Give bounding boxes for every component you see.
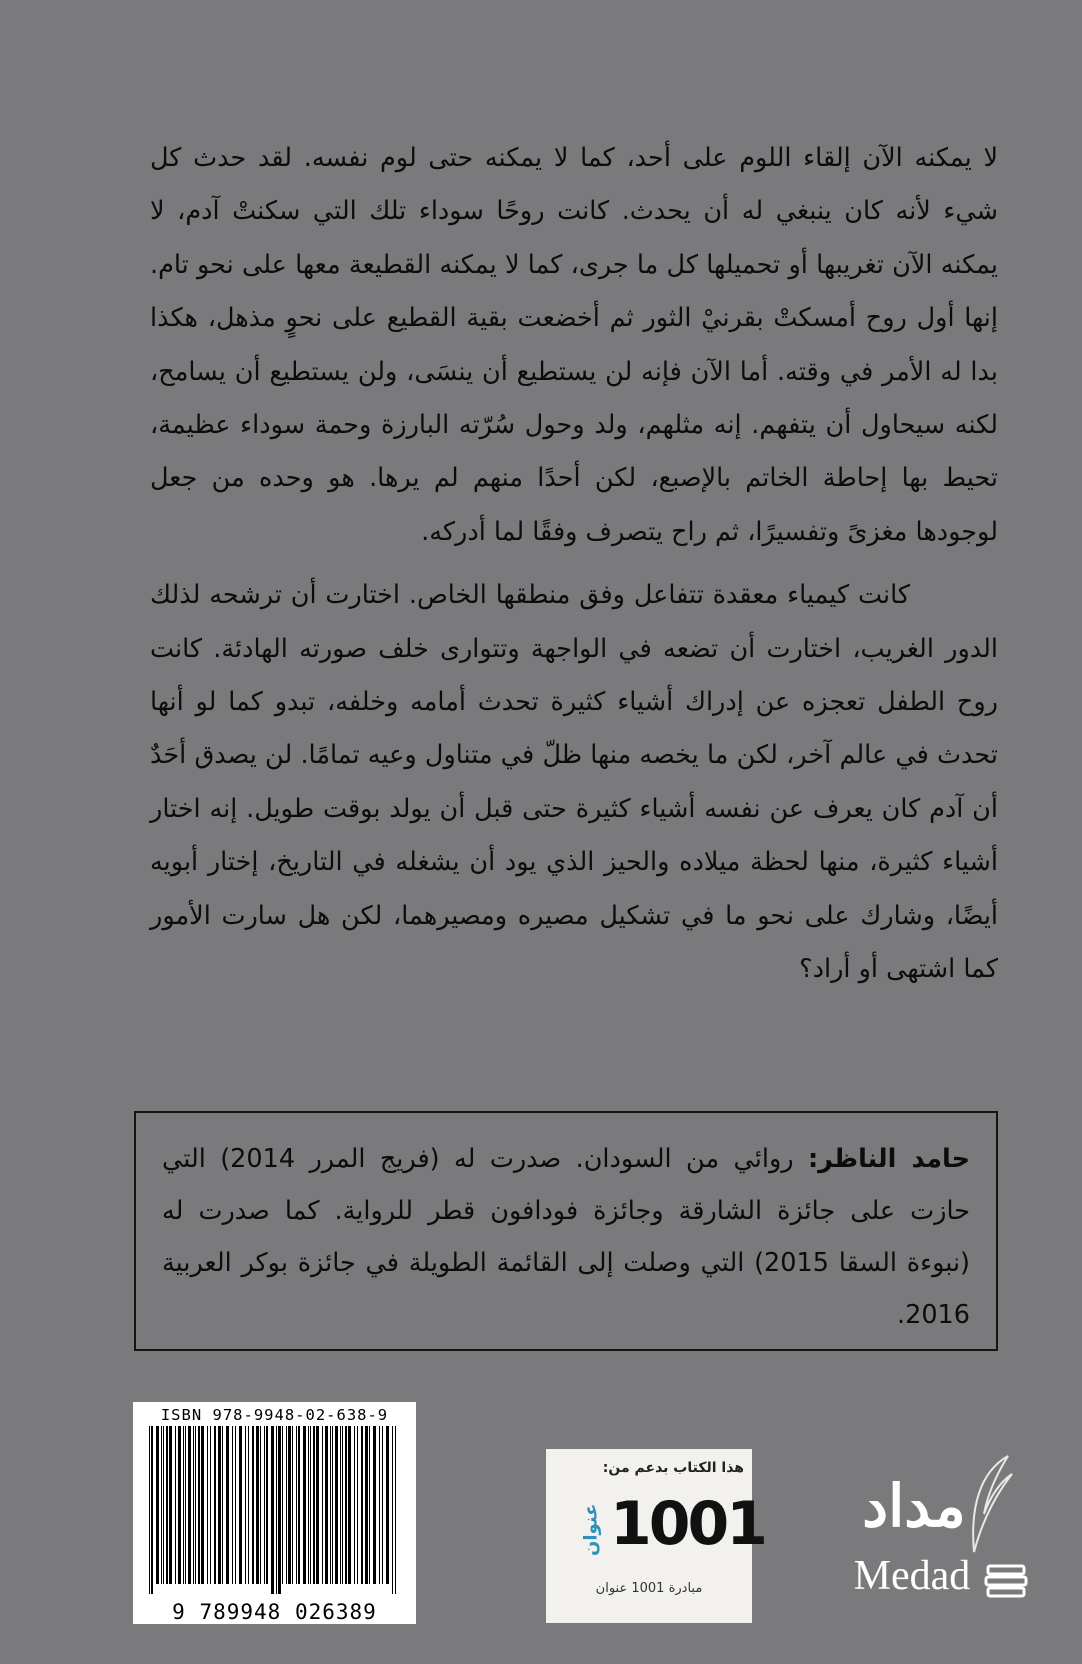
barcode-bar	[373, 1426, 376, 1584]
barcode-bar	[298, 1426, 300, 1584]
barcode-bars	[147, 1426, 402, 1594]
barcode-bar	[332, 1426, 333, 1584]
sponsor-badge	[546, 1449, 765, 1623]
barcode-bar	[282, 1426, 283, 1584]
barcode-bar	[325, 1426, 328, 1584]
barcode-bar	[161, 1426, 162, 1584]
barcode-bar	[395, 1426, 396, 1594]
blurb-paragraph-2: كانت كيمياء معقدة تتفاعل وفق منطقها الخاص. اختارت أن ترشحه لذلك الدور الغريب، اختارت أن تضعه في الواجهة وتتوارى خلف صورته الهادئة. كانت روح الطفل تعجزه عن إدراك أشياء كثيرة تحدث أمامه وخلفه، تبدو كما لو أنها تحدث في عالم آخر، لكن ما يخصه منها ظلّ في متناول وعيه تمامًا. لن يصدق أحَدٌ أن آدم كان يعرف عن نفسه أشياء كثيرة حتى قبل أن يولد بوقت طويل. إنه اختار أشياء كثيرة، منها لحظة ميلاده والحيز الذي يود أن يشغله في التاريخ، إختار أبويه أيضًا، وشارك على نحو ما في تشكيل مصيره ومصيرهما، لكن هل سارت الأمور كما اشتهى أو أراد؟	[150, 580, 998, 985]
barcode-bar	[193, 1426, 194, 1584]
barcode-bar	[151, 1426, 153, 1594]
barcode-bar	[348, 1426, 351, 1584]
barcode-bar	[316, 1426, 319, 1584]
barcode-bar	[313, 1426, 315, 1584]
barcode-bar	[156, 1426, 159, 1584]
blurb-paragraph-1: لا يمكنه الآن إلقاء اللوم على أحد، كما لا يمكنه حتى لوم نفسه. لقد حدث كل شيء لأنه كان ينبغي له أن يحدث. كانت روحًا سوداء تلك التي سكنتْ آدم، لا يمكنه الآن تغريبها أو تحميلها كل ما جرى، كما لا يمكنه القطيعة معها على نحو تام. إنها أول روح أمسكتْ بقرنيْ الثور ثم أخضعت بقية القطيع على نحوٍ مذهل، هكذا بدا له الأمر في وقته. أما الآن فإنه لن يستطيع أن ينسَى، ولن يستطيع أن يسامح، لكنه سيحاول أن يتفهم. إنه مثلهم، ولد وحول سُرّته البارزة وحمة سوداء عظيمة، تحيط بها إحاطة الخاتم بالإصبع، لكن أحدًا منهم لم يرها. هو وحده من جعل لوجودها مغزىً وتفسيرًا، ثم راح يتصرف وفقًا لما أدركه.	[150, 143, 998, 547]
barcode-bar	[303, 1426, 306, 1584]
barcode-bar	[369, 1426, 370, 1584]
barcode-bar	[185, 1426, 186, 1584]
isbn-barcode	[133, 1402, 416, 1624]
publisher-latin-name: Medad	[853, 1553, 971, 1599]
barcode-bar	[288, 1426, 291, 1584]
barcode-bar	[292, 1426, 293, 1584]
barcode-bar	[175, 1426, 176, 1584]
barcode-bar	[218, 1426, 221, 1584]
barcode-bar	[235, 1426, 236, 1584]
back-cover-blurb	[150, 132, 998, 997]
barcode-bar	[210, 1426, 211, 1584]
barcode-bar	[178, 1426, 181, 1584]
barcode-bar	[386, 1426, 389, 1584]
barcode-bar	[296, 1426, 297, 1584]
barcode-bar	[149, 1426, 150, 1594]
publisher-logo	[832, 1452, 1052, 1632]
books-icon	[984, 1562, 1030, 1602]
barcode-bar	[354, 1426, 355, 1584]
barcode-bar	[256, 1426, 259, 1584]
author-name: حامد الناظر:	[807, 1144, 971, 1174]
barcode-bar	[245, 1426, 246, 1584]
barcode-bar	[308, 1426, 309, 1584]
barcode-bar	[340, 1426, 341, 1584]
sponsor-logo-number: 1001	[610, 1489, 765, 1559]
sponsor-initiative-text: مبادرة 1001 عنوان	[595, 1581, 703, 1596]
barcode-bar	[226, 1426, 229, 1584]
barcode-bar	[271, 1426, 274, 1594]
barcode-bar	[188, 1426, 191, 1584]
barcode-bar	[183, 1426, 184, 1584]
publisher-arabic-name: مداد	[862, 1472, 966, 1540]
barcode-bar	[163, 1426, 164, 1584]
barcode-bar	[379, 1426, 380, 1584]
barcode-bar	[207, 1426, 208, 1584]
barcode-bar	[264, 1426, 265, 1584]
isbn-label: ISBN 978-9948-02-638-9	[160, 1406, 389, 1424]
barcode-bar	[392, 1426, 393, 1594]
barcode-bar	[286, 1426, 287, 1584]
barcode-bar	[166, 1426, 168, 1584]
barcode-bar	[330, 1426, 331, 1584]
barcode-bar	[169, 1426, 172, 1584]
barcode-bar	[357, 1426, 358, 1584]
barcode-bar	[345, 1426, 347, 1584]
sponsor-support-text: هذا الكتاب بدعم من:	[602, 1460, 744, 1476]
barcode-bar	[232, 1426, 233, 1584]
author-bio-text: روائي من السودان. صدرت له (فريج المرر 2014) التي حازت على جائزة الشارقة وجائزة فودافون قطر للرواية. كما صدرت له (نبوءة السقا 2015) التي وصلت إلى القائمة الطويلة في جائزة بوكر العربية 2016.	[162, 1144, 970, 1330]
sponsor-logo-word: عنوان	[580, 1503, 602, 1557]
barcode-bar	[201, 1426, 204, 1584]
barcode-bar	[342, 1426, 343, 1584]
barcode-bar	[382, 1426, 383, 1584]
barcode-bar	[248, 1426, 249, 1584]
author-bio-box	[134, 1111, 998, 1351]
barcode-bar	[239, 1426, 242, 1584]
barcode-bar	[266, 1426, 268, 1584]
barcode-bar	[278, 1426, 281, 1594]
barcode-bar	[276, 1426, 277, 1594]
barcode-bar	[365, 1426, 368, 1584]
barcode-bar	[195, 1426, 196, 1584]
barcode-bar	[335, 1426, 338, 1584]
barcode-bar	[310, 1426, 311, 1584]
barcode-bar	[361, 1426, 363, 1584]
barcode-bar	[222, 1426, 223, 1584]
barcode-bar	[322, 1426, 323, 1584]
barcode-bar	[198, 1426, 200, 1584]
barcode-bar	[214, 1426, 216, 1584]
barcode-bar	[260, 1426, 261, 1584]
barcode-bar	[252, 1426, 254, 1584]
barcode-digits: 9 789948 026389	[172, 1600, 377, 1624]
